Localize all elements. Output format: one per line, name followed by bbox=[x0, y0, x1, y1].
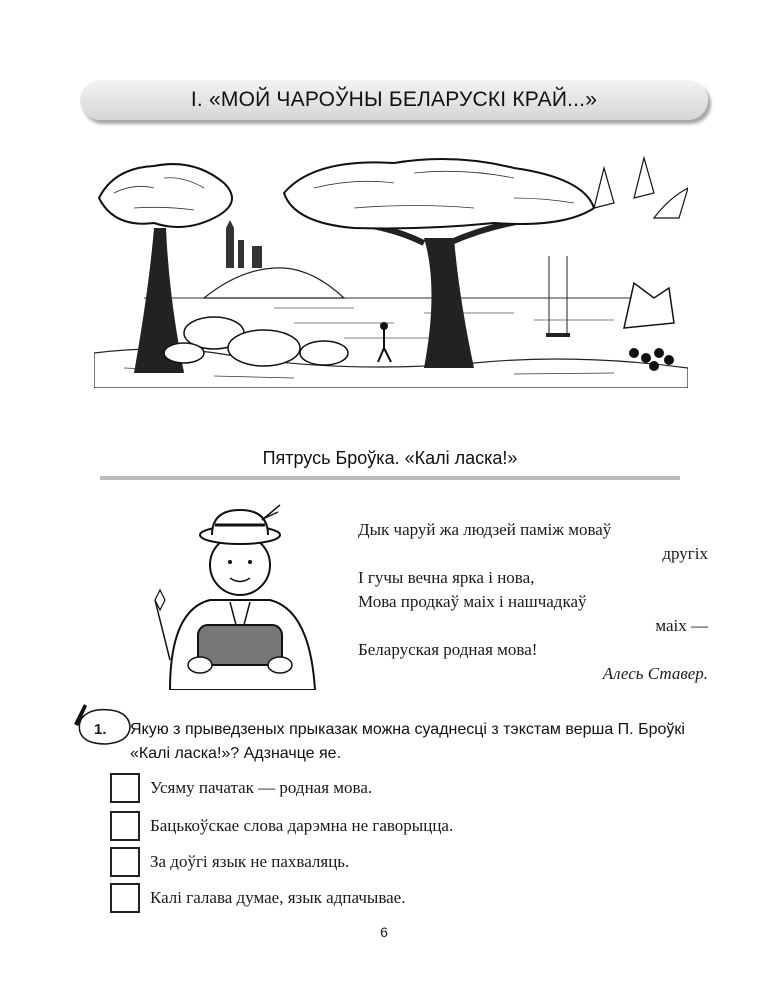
answer-option[interactable] bbox=[110, 810, 453, 842]
answer-option-text: Усяму пачатак — родная мова. bbox=[150, 778, 373, 797]
answer-option-text: Бацькоўскае слова дарэмна не гаворыцца. bbox=[150, 816, 454, 835]
answer-checkbox[interactable] bbox=[110, 773, 140, 803]
answer-option[interactable] bbox=[110, 846, 349, 878]
poem-line: Мова продкаў маіх і нашчадкаў bbox=[358, 592, 587, 611]
task-number: 1. bbox=[94, 721, 107, 738]
poem-line: Беларуская родная мова! bbox=[358, 640, 538, 659]
section-divider bbox=[100, 476, 680, 480]
chapter-banner bbox=[80, 80, 708, 120]
answer-option[interactable] bbox=[110, 772, 372, 804]
answer-checkbox[interactable] bbox=[110, 811, 140, 841]
poem-line: маіх — bbox=[655, 616, 708, 635]
answer-option-text: За доўгі язык не пахваляць. bbox=[150, 852, 350, 871]
answer-option-text: Калі галава думае, язык адпачывае. bbox=[150, 888, 406, 907]
page-number: 6 bbox=[380, 924, 388, 940]
poem-line: другіх bbox=[662, 544, 708, 563]
task-question: Якую з прыведзеных прыказак можна суаднесці з тэкстам верша П. Броўкі «Калі ласка!»? Адзначце яе. bbox=[130, 721, 685, 762]
section-title: Пятрусь Броўка. «Калі ласка!» bbox=[262, 448, 518, 468]
landscape-illustration bbox=[94, 148, 688, 388]
chapter-title: І. «МОЙ ЧАРОЎНЫ БЕЛАРУСКІ КРАЙ...» bbox=[190, 88, 598, 111]
answer-checkbox[interactable] bbox=[110, 883, 140, 913]
boy-with-bread-illustration bbox=[140, 490, 340, 690]
answer-checkbox[interactable] bbox=[110, 847, 140, 877]
answer-option[interactable] bbox=[110, 882, 405, 914]
poem-line: І гучы вечна ярка і нова, bbox=[358, 568, 535, 587]
poem-author: Алесь Ставер. bbox=[602, 664, 708, 683]
poem bbox=[358, 518, 708, 686]
poem-line: Дык чаруй жа людзей паміж моваў bbox=[358, 520, 612, 539]
